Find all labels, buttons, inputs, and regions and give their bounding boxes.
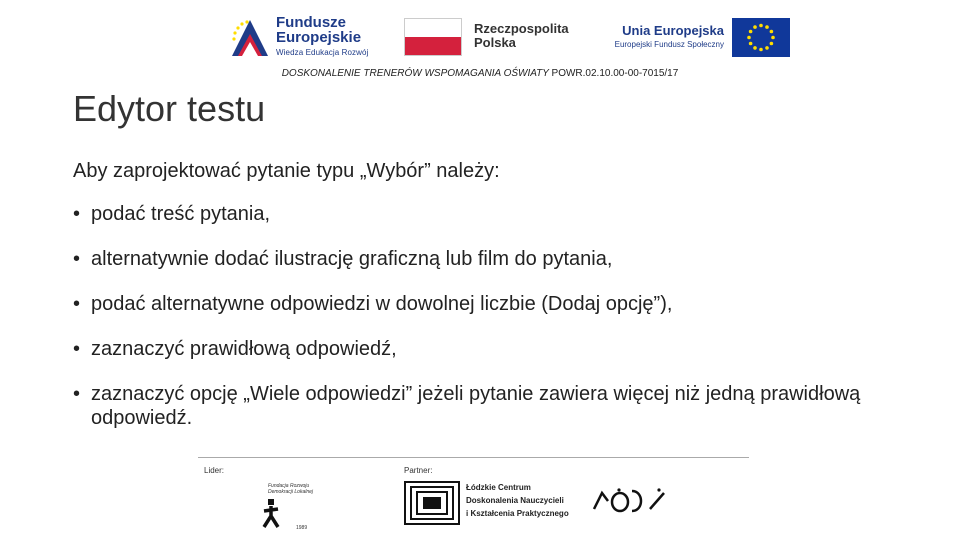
bullet-text: podać alternatywne odpowiedzi w dowolnej liczbie (Dodaj opcję”),: [91, 293, 673, 315]
bullet-dot: •: [73, 293, 81, 315]
lcdnikp-logo-icon: [404, 481, 460, 525]
bullet-text: zaznaczyć opcję „Wiele odpowiedzi” jeżeli pytanie zawiera więcej niż jedną prawidłową odpowiedź.: [91, 383, 861, 429]
bullet-item: [73, 292, 903, 316]
partners-footer: [198, 457, 749, 540]
eu-star-icon: [759, 24, 763, 28]
slide-intro: Aby zaprojektować pytanie typu „Wybór” należy:: [73, 160, 500, 182]
bullet-item: [73, 202, 903, 226]
partner-label: Partner:: [404, 466, 433, 475]
bullet-dot: •: [73, 203, 81, 225]
eu-star-icon: [771, 36, 775, 40]
bullet-dot: •: [73, 383, 81, 405]
walking-figure-icon: [260, 499, 282, 529]
eu-star-icon: [759, 48, 763, 52]
polish-flag-icon: [404, 18, 462, 56]
rzeczpospolita-polska-logo: [404, 18, 574, 58]
eu-star-icon: [753, 46, 757, 50]
bullet-item: [73, 247, 903, 271]
bullet-item: [73, 337, 903, 361]
lcdnikp-name: [466, 481, 569, 520]
bullet-text: podać treść pytania,: [91, 203, 270, 225]
project-code: POWR.02.10.00-00-7015/17: [551, 68, 679, 79]
lodz-city-logo-icon: [592, 487, 668, 513]
footer-divider: [198, 457, 749, 458]
eu-star-icon: [753, 25, 757, 29]
unia-line2: Europejski Fundusz Społeczny: [614, 40, 724, 49]
fundusze-line2: Europejskie: [276, 29, 362, 46]
lider-label: Lider:: [204, 466, 225, 475]
project-title: DOSKONALENIE TRENERÓW WSPOMAGANIA OŚWIATY: [281, 68, 549, 79]
project-info: [0, 68, 960, 79]
eu-star-icon: [765, 25, 769, 29]
eu-star-icon: [765, 46, 769, 50]
eu-star-icon: [749, 42, 753, 46]
lcdnikp-line1: Łódzkie Centrum: [466, 483, 531, 492]
eu-star-icon: [747, 36, 751, 40]
bullet-dot: •: [73, 338, 81, 360]
bullet-text: alternatywnie dodać ilustrację graficzną lub film do pytania,: [91, 248, 613, 270]
bullet-dot: •: [73, 248, 81, 270]
fundacja-logo: [256, 477, 322, 533]
eu-star-icon: [749, 30, 753, 34]
fundusze-europejskie-logo: [230, 14, 376, 60]
fundusze-europejskie-emblem-icon: [230, 16, 270, 58]
bullet-item: [73, 382, 903, 430]
lcdnikp-line2: Doskonalenia Nauczycieli: [466, 496, 564, 505]
fundacja-logo-year: 1989: [296, 525, 308, 531]
unia-line1: Unia Europejska: [622, 23, 724, 38]
eu-star-icon: [770, 42, 774, 46]
bullet-text: zaznaczyć prawidłową odpowiedź,: [91, 338, 397, 360]
fundusze-line1: Fundusze: [276, 14, 346, 31]
eu-star-icon: [770, 30, 774, 34]
fundusze-line3: Wiedza Edukacja Rozwój: [276, 48, 369, 57]
rzeczpospolita-line2: Polska: [474, 35, 516, 50]
slide-title: Edytor testu: [73, 88, 266, 129]
unia-europejska-logo: [600, 18, 790, 58]
bullet-list: [73, 202, 903, 451]
rzeczpospolita-line1: Rzeczpospolita: [474, 21, 569, 36]
fundacja-logo-text: Fundacja Rozwoju Demokracji Lokalnej: [268, 483, 314, 495]
eu-flag-icon: [732, 18, 790, 57]
lcdnikp-line3: i Kształcenia Praktycznego: [466, 509, 569, 518]
